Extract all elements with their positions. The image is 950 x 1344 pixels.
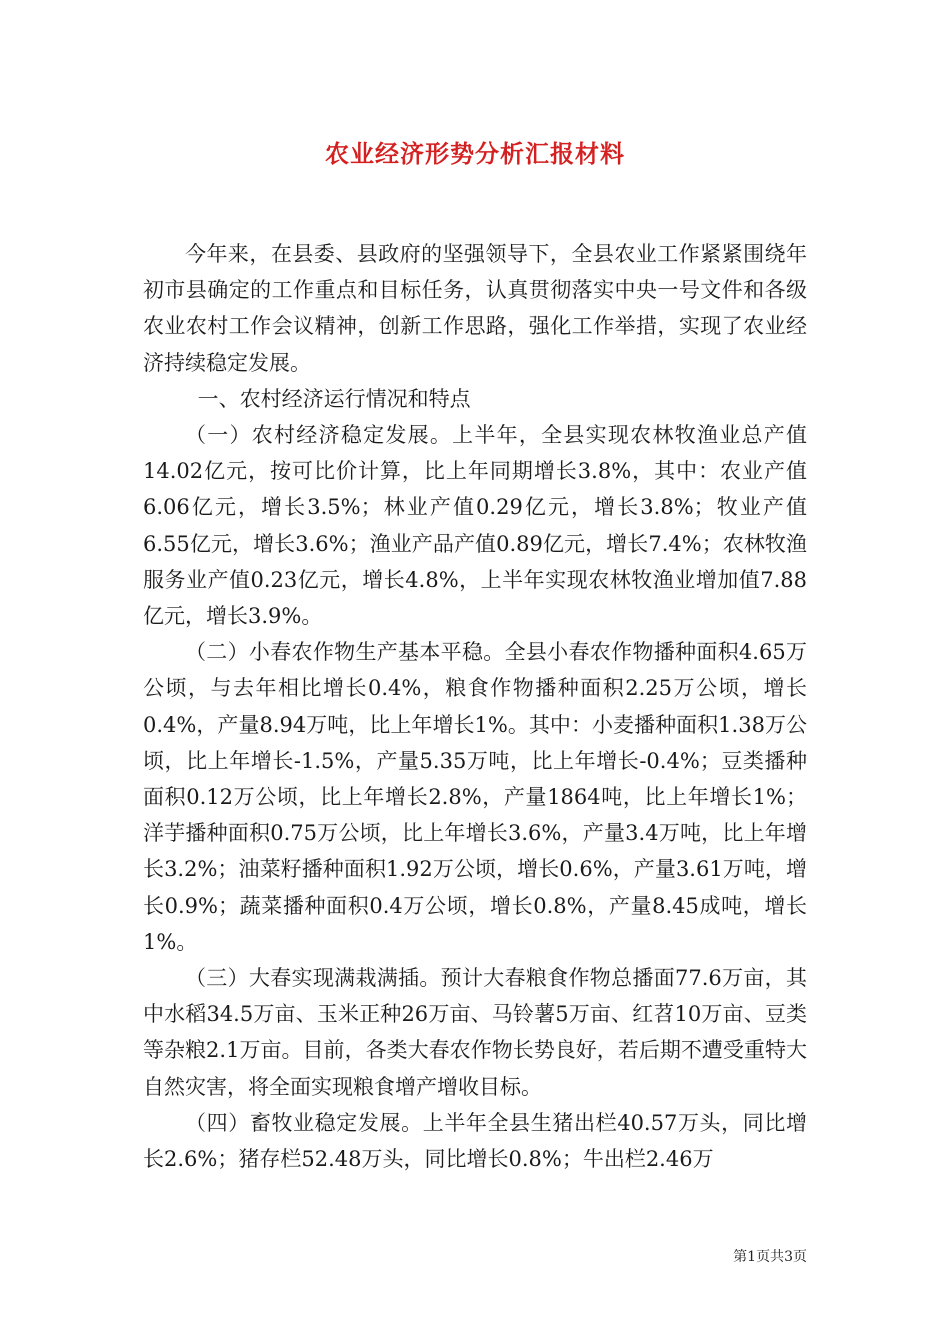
paragraph-spring-crops: （二）小春农作物生产基本平稳。全县小春农作物播种面积4.65万公顷，与去年相比增长0.4%，粮食作物播种面积2.25万公顷，增长0.4%，产量8.94万吨，比上年增长1%。其中：小麦播种面积1.38万公顷，比上年增长-1.5%，产量5.35万吨，比上年增长-0.4%；豆类播种面积0.12万公顷，比上年增长2.8%，产量1864吨，比上年增长1%；洋芋播种面积0.75万公顷，比上年增长3.6%，产量3.4万吨，比上年增长3.2%；油菜籽播种面积1.92万公顷，增长0.6%，产量3.61万吨，增长0.9%；蔬菜播种面积0.4万公顷，增长0.8%，产量8.45成吨，增长1%。 bbox=[143, 640, 807, 954]
section-heading: 一、农村经济运行情况和特点 bbox=[197, 386, 471, 411]
page-number: 第1页共3页 bbox=[733, 1249, 807, 1265]
paragraph-intro: 今年来，在县委、县政府的坚强领导下，全县农业工作紧紧围绕年初市县确定的工作重点和目标任务，认真贯彻落实中央一号文件和各级农业农村工作会议精神，创新工作思路，强化工作举措，实现了农业经济持续稳定发展。 bbox=[143, 242, 807, 375]
paragraph-livestock: （四）畜牧业稳定发展。上半年全县生猪出栏40.57万头，同比增长2.6%；猪存栏52.48万头，同比增长0.8%；牛出栏2.46万 bbox=[143, 1110, 807, 1172]
document-title: 农业经济形势分析汇报材料 bbox=[325, 139, 625, 168]
document-body bbox=[143, 236, 807, 1177]
paragraph-summer-crops: （三）大春实现满栽满插。预计大春粮食作物总播面77.6万亩，其中水稻34.5万亩、玉米正种26万亩、马铃薯5万亩、红苕10万亩、豆类等杂粮2.1万亩。目前，各类大春农作物长势良好，若后期不遭受重特大自然灾害，将全面实现粮食增产增收目标。 bbox=[143, 966, 807, 1099]
paragraph-rural-economy: （一）农村经济稳定发展。上半年，全县实现农林牧渔业总产值14.02亿元，按可比价计算，比上年同期增长3.8%，其中：农业产值6.06亿元，增长3.5%；林业产值0.29亿元，增长3.8%；牧业产值6.55亿元，增长3.6%；渔业产品产值0.89亿元，增长7.4%；农林牧渔服务业产值0.23亿元，增长4.8%，上半年实现农林牧渔业增加值7.88亿元，增长3.9%。 bbox=[143, 423, 807, 629]
